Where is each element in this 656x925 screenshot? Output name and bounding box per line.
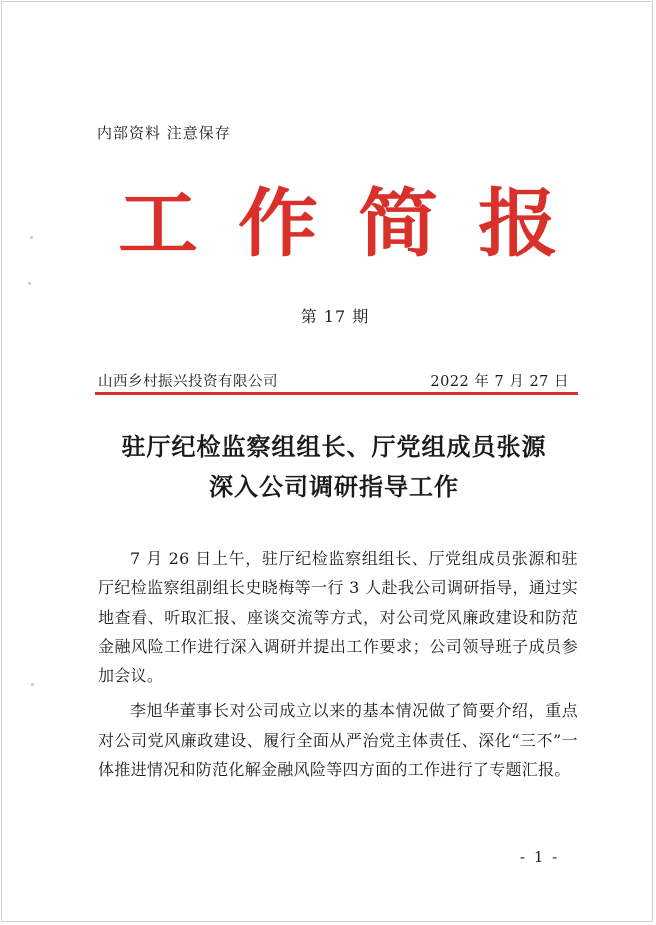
masthead-char: 简 <box>358 180 438 267</box>
red-divider <box>95 392 578 395</box>
masthead <box>118 178 558 270</box>
masthead-char: 报 <box>478 180 558 267</box>
masthead-char: 作 <box>238 180 318 267</box>
headline-line: 深入公司调研指导工作 <box>209 472 459 501</box>
body-paragraph: 李旭华董事长对公司成立以来的基本情况做了简要介绍，重点对公司党风廉政建设、履行全面从严治党主体责任、深化“三不”一体推进情况和防范化解金融风险等四方面的工作进行了专题汇报。 <box>98 701 578 780</box>
article-body <box>98 544 578 790</box>
issuing-organization: 山西乡村振兴投资有限公司 <box>98 374 278 390</box>
issue-date: 2022 年 7 月 27 日 <box>430 374 569 390</box>
masthead-char: 工 <box>118 180 198 267</box>
headline-line: 驻厅纪检监察组组长、厅党组成员张源 <box>121 432 547 461</box>
issue-number: 第 17 期 <box>300 307 370 326</box>
article-headline <box>0 427 656 507</box>
scan-speck <box>30 236 33 239</box>
scan-speck <box>31 683 34 686</box>
page-number: - 1 - <box>520 848 560 866</box>
scan-speck <box>28 282 31 285</box>
classification-label: 内部资料 注意保存 <box>97 124 231 142</box>
body-paragraph: 7 月 26 日上午，驻厅纪检监察组组长、厅党组成员张源和驻厅纪检监察组副组长史晓梅等一行 3 人赴我公司调研指导，通过实地查看、听取汇报、座谈交流等方式，对公司党风廉政建设和防范金融风险工作进行深入调研并提出工作要求；公司领导班子成员参加会议。 <box>98 549 578 686</box>
